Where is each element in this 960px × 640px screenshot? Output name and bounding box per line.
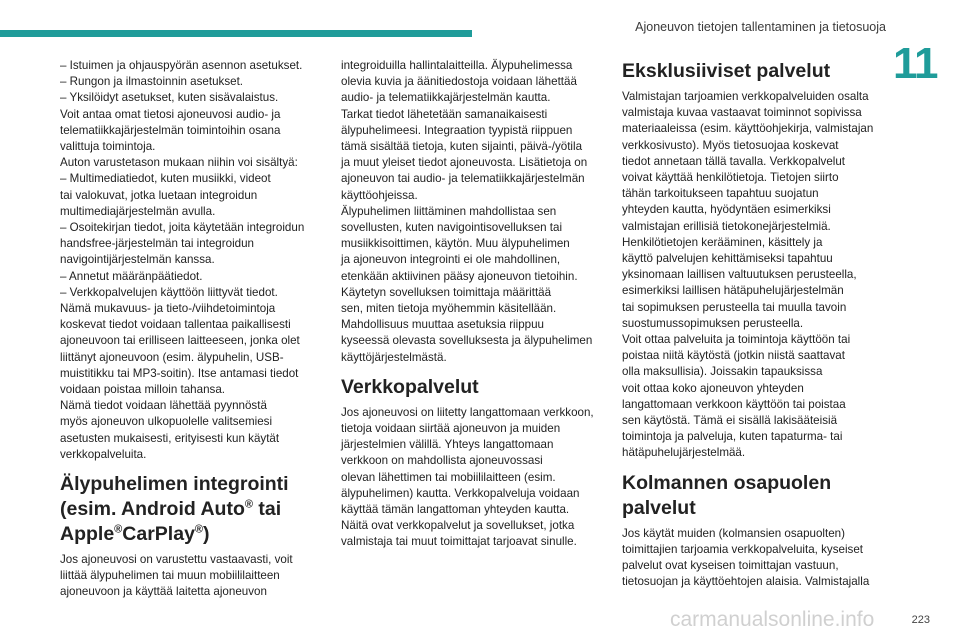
text-line: voivat käyttää henkilötietoja. Tietojen siirto bbox=[622, 171, 839, 185]
text-line: tietosuojan ja käyttöehtojen alaisia. Valmistajalla bbox=[622, 575, 870, 589]
text-line: ajoneuvon tai audio- ja telematiikkajärjestelmän bbox=[341, 172, 585, 186]
text-line: toimintoja ja palveluja, kuten tapaturma- tai bbox=[622, 430, 843, 444]
text-line: sen käytöstä. Tämä ei sisällä lakisääteisiä bbox=[622, 414, 838, 428]
text-line: tietoja voidaan siirtää ajoneuvon ja muiden bbox=[341, 422, 561, 436]
text-line: palvelut ovat kyseisen toimittajan vastuun, bbox=[622, 559, 839, 573]
text-line: Voit ottaa palveluita ja toimintoja käyttöön tai bbox=[622, 333, 851, 347]
text-line: tai valokuvat, jotka luetaan integroidun bbox=[60, 188, 258, 202]
text-line: suostumussopimuksen perusteella. bbox=[622, 316, 804, 330]
text-line: telematiikkajärjestelmän toimintoihin osana bbox=[60, 123, 281, 137]
text-line: audio- ja telematiikkajärjestelmän kautta. bbox=[341, 91, 551, 105]
text-line: Auton varustetason mukaan niihin voi sisältyä: bbox=[60, 156, 298, 170]
text-line: sovellusten, kuten navigointisovelluksen tai bbox=[341, 221, 563, 235]
text-line: tiedot annetaan tällä tavalla. Verkkopalvelut bbox=[622, 154, 846, 168]
text-line: ja muut yleiset tiedot ajoneuvosta. Lisätietoja on bbox=[341, 156, 588, 170]
text-line: yksinomaan laillisen valtuutuksen perusteella, bbox=[622, 268, 857, 282]
page-header-title: Ajoneuvon tietojen tallentaminen ja tietosuoja bbox=[635, 20, 886, 34]
text-line: käyttö palvelujen kehittämiseksi tapahtuu bbox=[622, 252, 833, 266]
text-line: tai sopimuksen perusteella tai muulla tavoin bbox=[622, 300, 847, 314]
text-line: myös ajoneuvon ulkopuolelle valitsemiesi bbox=[60, 415, 273, 429]
watermark: carmanualsonline.info bbox=[670, 608, 875, 631]
text-line: Tarkat tiedot lähetetään samanaikaisesti bbox=[341, 107, 548, 121]
text-line: – Yksilöidyt asetukset, kuten sisävalaistus. bbox=[60, 91, 279, 105]
text-line: etenkään aktiivinen pääsy ajoneuvon tietoihin. bbox=[341, 269, 578, 283]
text-line: navigointijärjestelmän kanssa. bbox=[60, 253, 215, 267]
text-line: Henkilötietojen kerääminen, käsittely ja bbox=[622, 235, 823, 249]
paragraph-block bbox=[341, 58, 606, 366]
text-line: ajoneuvoon ja käyttää laitetta ajoneuvon bbox=[60, 585, 267, 599]
text-line: Valmistajan tarjoamien verkkopalveluiden osalta bbox=[622, 90, 869, 103]
text-line: sen, miten tietoja myöhemmin käsitellään. bbox=[341, 302, 557, 316]
text-line: Näitä ovat verkkopalvelut ja sovellukset, jotka bbox=[341, 519, 575, 533]
page-number: 223 bbox=[911, 614, 930, 626]
text-line: Älypuhelimen liittäminen mahdollistaa sen bbox=[341, 204, 557, 218]
text-line: – Verkkopalvelujen käyttöön liittyvät tiedot. bbox=[60, 285, 278, 299]
text-line: musiikkisoittimen, käytön. Muu älypuhelimen bbox=[341, 237, 570, 251]
text-line: voidaan poistaa milloin tahansa. bbox=[60, 383, 225, 397]
column-right bbox=[622, 59, 890, 590]
text-line: – Istuimen ja ohjauspyörän asennon asetukset. bbox=[60, 59, 303, 72]
section-heading-online-services: Verkkopalvelut bbox=[341, 375, 479, 398]
text-line: multimediajärjestelmän avulla. bbox=[60, 204, 216, 218]
text-line: valmistaja tai muut toimittajat tarjoavat sinulle. bbox=[341, 535, 577, 549]
column-middle bbox=[341, 58, 606, 551]
text-line: olla maksullisia). Joissakin tapauksissa bbox=[622, 365, 823, 379]
text-line: Käytetyn sovelluksen toimittaja määrittää bbox=[341, 285, 552, 299]
paragraph-block bbox=[622, 526, 890, 591]
section-heading-exclusive-services: Eksklusiiviset palvelut bbox=[622, 60, 831, 82]
text-line: integroiduilla hallintalaitteilla. Älypuhelimessa bbox=[341, 59, 573, 72]
text-line: tämä sisältää tietoja, kuten sijainti, päivä-/yötila bbox=[341, 140, 583, 154]
text-line: tähän tarkoitukseen tapahtuu suojatun bbox=[622, 187, 819, 201]
paragraph-block bbox=[622, 89, 890, 462]
text-line: käyttöjärjestelmästä. bbox=[341, 350, 447, 364]
text-line: valmistaja kuvaa vastaavat toiminnot sopivissa bbox=[622, 106, 862, 120]
text-line: – Multimediatiedot, kuten musiikki, videot bbox=[60, 172, 271, 186]
text-line: Voit antaa omat tietosi ajoneuvosi audio- ja bbox=[60, 107, 281, 121]
text-line: järjestelmien välillä. Yhteys langattomaan bbox=[341, 438, 554, 452]
section-heading-smartphone: Älypuhelimen integrointi (esim. Android Auto® tai Apple®CarPlay®) bbox=[60, 473, 289, 546]
text-line: hätäpuhelujärjestelmää. bbox=[622, 446, 746, 460]
text-line: olevan lähettimen tai mobiililaitteen (esim. bbox=[341, 470, 556, 484]
text-line: olevia kuvia ja äänitiedostoja voidaan lähettää bbox=[341, 75, 577, 89]
paragraph-block bbox=[341, 405, 606, 551]
text-line: valittuja toimintoja. bbox=[60, 140, 156, 154]
text-line: käyttöohjeissa. bbox=[341, 188, 418, 202]
text-line: handsfree-järjestelmän tai integroidun bbox=[60, 237, 254, 251]
text-line: – Osoitekirjan tiedot, joita käytetään integroidun bbox=[60, 221, 305, 235]
text-line: ja ajoneuvon integrointi ei ole mahdollinen, bbox=[341, 253, 561, 267]
text-line: Mahdollisuus muuttaa asetuksia riippuu bbox=[341, 318, 545, 332]
text-line: käyttää tämän langattoman yhteyden kautta. bbox=[341, 503, 570, 517]
text-line: asetusten mukaisesti, erityisesti kun käytät bbox=[60, 431, 280, 445]
chapter-number: 11 bbox=[893, 39, 938, 88]
text-line: verkkopalveluita. bbox=[60, 447, 147, 461]
text-line: Jos käytät muiden (kolmansien osapuolten) bbox=[622, 526, 845, 540]
text-line: liittänyt ajoneuvoon (esim. älypuhelin, USB- bbox=[60, 350, 284, 364]
header-accent-bar bbox=[0, 30, 472, 37]
text-line: langattomaan verkkoon käyttöön tai poistaa bbox=[622, 397, 846, 411]
section-heading-third-party: Kolmannen osapuolen palvelut bbox=[622, 471, 832, 519]
text-line: – Annetut määränpäätiedot. bbox=[60, 269, 203, 283]
text-line: verkkosivusto). Myös tietosuojaa koskevat bbox=[622, 138, 839, 152]
text-line: ajoneuvoon tai erilliseen laitteeseen, jonka olet bbox=[60, 334, 300, 348]
text-line: muistitikku tai MP3-soitin). Itse antamasi tiedot bbox=[60, 366, 299, 380]
text-line: älypuhelimeesi. Integraation tyypistä riippuen bbox=[341, 123, 573, 137]
text-line: Nämä mukavuus- ja tieto-/viihdetoimintoja bbox=[60, 302, 276, 316]
text-line: materiaaleissa (esim. käyttöohjekirja, valmistajan bbox=[622, 122, 874, 136]
paragraph-block bbox=[60, 58, 322, 463]
text-line: kyseessä olevasta sovelluksesta ja älypuhelimen bbox=[341, 334, 593, 348]
text-line: Jos ajoneuvosi on liitetty langattomaan verkkoon, bbox=[341, 405, 594, 419]
text-line: liittää älypuhelimen tai muun mobiililaitteen bbox=[60, 569, 280, 583]
text-line: toimittajien tarjoamia verkkopalveluita, kyseiset bbox=[622, 542, 863, 556]
text-line: voit ottaa koko ajoneuvon yhteyden bbox=[622, 381, 804, 395]
text-line: – Rungon ja ilmastoinnin asetukset. bbox=[60, 75, 244, 89]
text-line: yhteyden kautta, hyödyntäen esimerkiksi bbox=[622, 203, 831, 217]
text-line: Nämä tiedot voidaan lähettää pyynnöstä bbox=[60, 399, 267, 413]
text-line: poistaa niitä käytöstä (jotkin niistä saattavat bbox=[622, 349, 845, 363]
paragraph-block bbox=[60, 552, 322, 601]
text-line: esimerkiksi laillisen hätäpuhelujärjestelmän bbox=[622, 284, 844, 298]
text-line: Jos ajoneuvosi on varustettu vastaavasti, voit bbox=[60, 553, 293, 567]
text-line: älypuhelimen) kautta. Verkkopalveluja voidaan bbox=[341, 486, 580, 500]
column-left bbox=[60, 58, 322, 601]
text-line: valmistajan erillisiä tietokonejärjestelmiä. bbox=[622, 219, 831, 233]
text-line: verkkoon on mahdollista ajoneuvossasi bbox=[341, 454, 543, 468]
text-line: koskevat tiedot voidaan tallentaa paikallisesti bbox=[60, 318, 291, 332]
